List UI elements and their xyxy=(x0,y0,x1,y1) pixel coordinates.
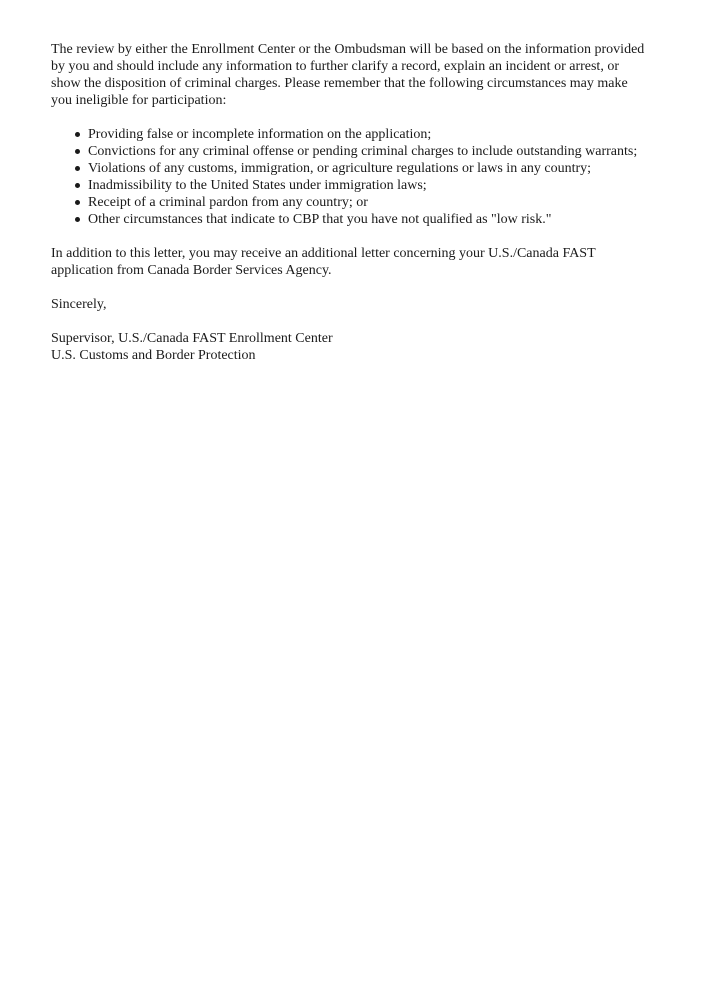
list-item-text: Inadmissibility to the United States under immigration laws; xyxy=(88,178,427,193)
letter-body xyxy=(51,41,671,364)
list-item xyxy=(75,177,671,194)
bullet-icon xyxy=(75,149,80,154)
bullet-icon xyxy=(75,217,80,222)
signature-block xyxy=(51,330,671,364)
list-item-text: Convictions for any criminal offense or pending criminal charges to include outstanding warrants; xyxy=(88,144,638,159)
bullet-icon xyxy=(75,200,80,205)
signature-title: Supervisor, U.S./Canada FAST Enrollment Center xyxy=(51,331,333,346)
list-item xyxy=(75,160,671,177)
closing-salutation: Sincerely, xyxy=(51,297,107,312)
list-item xyxy=(75,211,671,228)
list-item-text: Violations of any customs, immigration, or agriculture regulations or laws in any country; xyxy=(88,161,592,176)
signature-organization: U.S. Customs and Border Protection xyxy=(51,348,256,363)
list-item-text: Providing false or incomplete information on the application; xyxy=(88,127,432,142)
list-item-text: Receipt of a criminal pardon from any country; or xyxy=(88,195,368,210)
list-item-text: Other circumstances that indicate to CBP that you have not qualified as "low risk." xyxy=(88,212,552,227)
list-item xyxy=(75,194,671,211)
ineligibility-circumstances-list xyxy=(51,126,671,228)
additional-letter-paragraph: In addition to this letter, you may receive an additional letter concerning your U.S./Canada FAST application from Canada Border Services Agency. xyxy=(51,246,596,278)
bullet-icon xyxy=(75,132,80,137)
review-paragraph: The review by either the Enrollment Center or the Ombudsman will be based on the information provided by you and should include any information to further clarify a record, explain an incident or arrest, or show the disposition of criminal charges. Please remember that the following circumstances may make you ineligible for participation: xyxy=(51,42,645,108)
bullet-icon xyxy=(75,183,80,188)
list-item xyxy=(75,126,671,143)
list-item xyxy=(75,143,671,160)
bullet-icon xyxy=(75,166,80,171)
